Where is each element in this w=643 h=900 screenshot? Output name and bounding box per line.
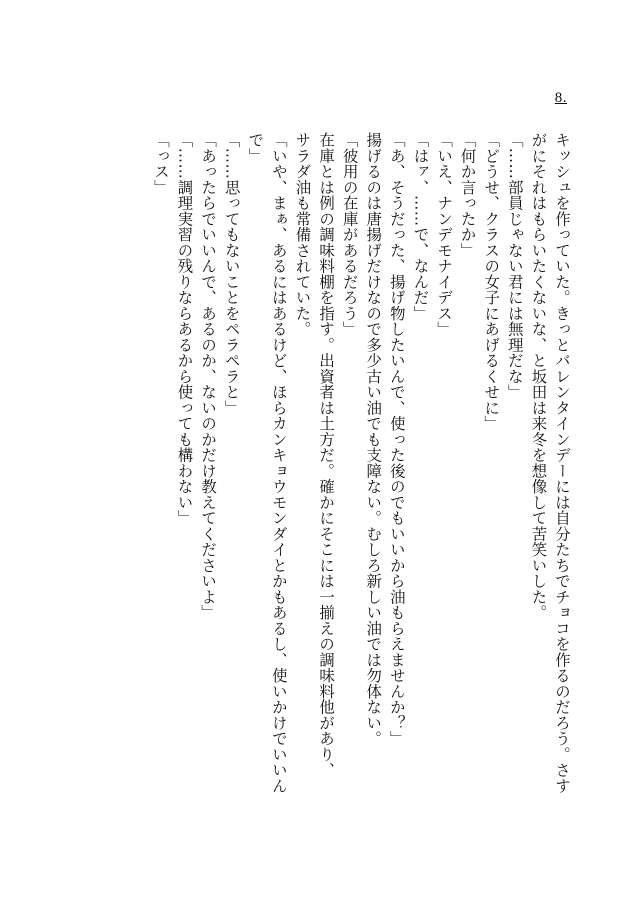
text-line: キッシュを作っていた。きっとバレンタインデーには自分たちでチョコを作るのだろう。さす	[553, 132, 571, 794]
text-line: がにそれはもらいたくないな、と坂田は来冬を想像して苦笑いした。	[529, 132, 548, 621]
text-line: 「あ、そうだった、揚げ物したいんで、使った後のでもいいから油もらえませんか？」	[387, 132, 406, 747]
text-line: 「……部員じゃない君には無理だな」	[505, 132, 524, 400]
text-line: 「……調理実習の残りならあるから使っても構わない」	[175, 132, 194, 526]
text-line: 揚げるのは唐揚げだけなので多少古い油でも支障ない。むしろ新しい油では勿体ない。	[364, 132, 383, 747]
body-text	[148, 132, 573, 832]
text-line: 「いえ、ナンデモナイデス」	[435, 132, 454, 337]
text-line: 「っス」	[151, 132, 170, 195]
text-line: 「……思ってもないことをペラペラと」	[222, 132, 241, 416]
text-line: 「どうせ、クラスの女子にあげるくせに」	[482, 132, 501, 432]
text-line: 在庫とは例の調味料棚を指す。出資者は土方だ。確かにそこには一揃えの調味料他があり、	[317, 132, 336, 778]
text-line: サラダ油も常備されていた。	[293, 132, 312, 337]
text-line: 「何か言ったか」	[458, 132, 477, 258]
page-number: 8.	[554, 90, 567, 106]
text-line: で」	[246, 132, 265, 164]
text-line: 「いや、まぁ、あるにはあるけど、ほらカンキョウモンダイとかもあるし、使いかけでいいん	[269, 132, 288, 794]
text-line: 「彼用の在庫があるだろう」	[340, 132, 359, 337]
text-line: 「あったらでいいんで、あるのか、ないのかだけ教えてくださいよ」	[199, 132, 218, 621]
text-line: 「はァ、……で、なんだ」	[411, 132, 430, 321]
